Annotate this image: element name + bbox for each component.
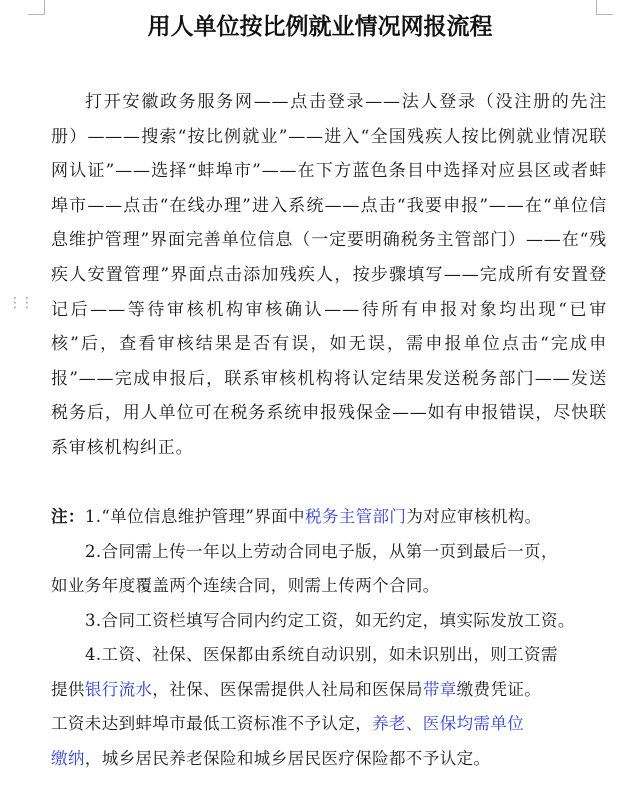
note-2-line-1: 2.合同需上传一年以上劳动合同电子版，从第一页到最后一页， bbox=[85, 541, 558, 561]
process-paragraph: 打开安徽政务服务网——点击登录——法人登录（没注册的先注册）———搜索“按比例就业”——进入“全国残疾人按比例就业情况联网认证”——选择“蚌埠市”——在下方蓝色条目中选择对应县区或者蚌埠市——点击“在线办理”进入系统——点击“我要申报”——在“单位信息维护管理”界面完善单位信息（一定要明确税务主管部门）——在“残疾人安置管理”界面点击添加残疾人，按步骤填写——完成所有安置登记后——等待审核机构审核确认——待所有申报对象均出现“已审核”后，查看审核结果是否有误，如无误，需申报单位点击“完成申报”——完成申报后，联系审核机构将认定结果发送税务部门——发送税务后，用人单位可在税务系统申报残保金——如有申报错误，尽快联系审核机构纠正。 bbox=[51, 92, 607, 458]
note-4-line-4 bbox=[51, 742, 621, 777]
note-1-highlight: 税务主管部门 bbox=[304, 507, 407, 526]
notes-section bbox=[51, 500, 621, 776]
note-4-highlight-stamp: 带章 bbox=[422, 679, 457, 699]
note-2-line-2: 如业务年度覆盖两个连续合同，则需上传两个合同。 bbox=[51, 576, 440, 595]
document-title: 用人单位按比例就业情况网报流程 bbox=[147, 14, 493, 40]
note-4-text-end: 缴费凭证。 bbox=[456, 679, 542, 699]
note-1-text: 1.“单位信息维护管理”界面中 bbox=[84, 507, 305, 526]
note-4-text-final: ，城乡居民养老保险和城乡居民医疗保险都不予认定。 bbox=[84, 748, 491, 768]
note-4-line-2 bbox=[51, 673, 621, 708]
drag-handle-icon[interactable]: ⋮⋮ bbox=[8, 295, 32, 311]
note-4-text: 提供 bbox=[51, 679, 85, 699]
note-4-wage-text: 工资未达到蚌埠市最低工资标准不予认定， bbox=[51, 714, 373, 733]
note-3: 3.合同工资栏填写合同内约定工资，如无约定，填实际发放工资。 bbox=[85, 610, 575, 630]
note-4-text-mid: ，社保、医保需提供人社局和医保局 bbox=[152, 679, 423, 699]
note-4-line-1: 4.工资、社保、医保都由系统自动识别，如未识别出，则工资需 bbox=[85, 645, 558, 664]
note-4-highlight-bank: 银行流水 bbox=[84, 679, 153, 699]
note-1-text-end: 为对应审核机构。 bbox=[406, 507, 542, 526]
note-1 bbox=[51, 500, 621, 535]
note-4-highlight-insurance: 养老、医保均需单位 bbox=[372, 714, 525, 733]
note-4-line-3 bbox=[51, 707, 621, 742]
note-4-highlight-pay: 缴纳 bbox=[51, 748, 85, 768]
notes-label: 注： bbox=[51, 507, 85, 526]
